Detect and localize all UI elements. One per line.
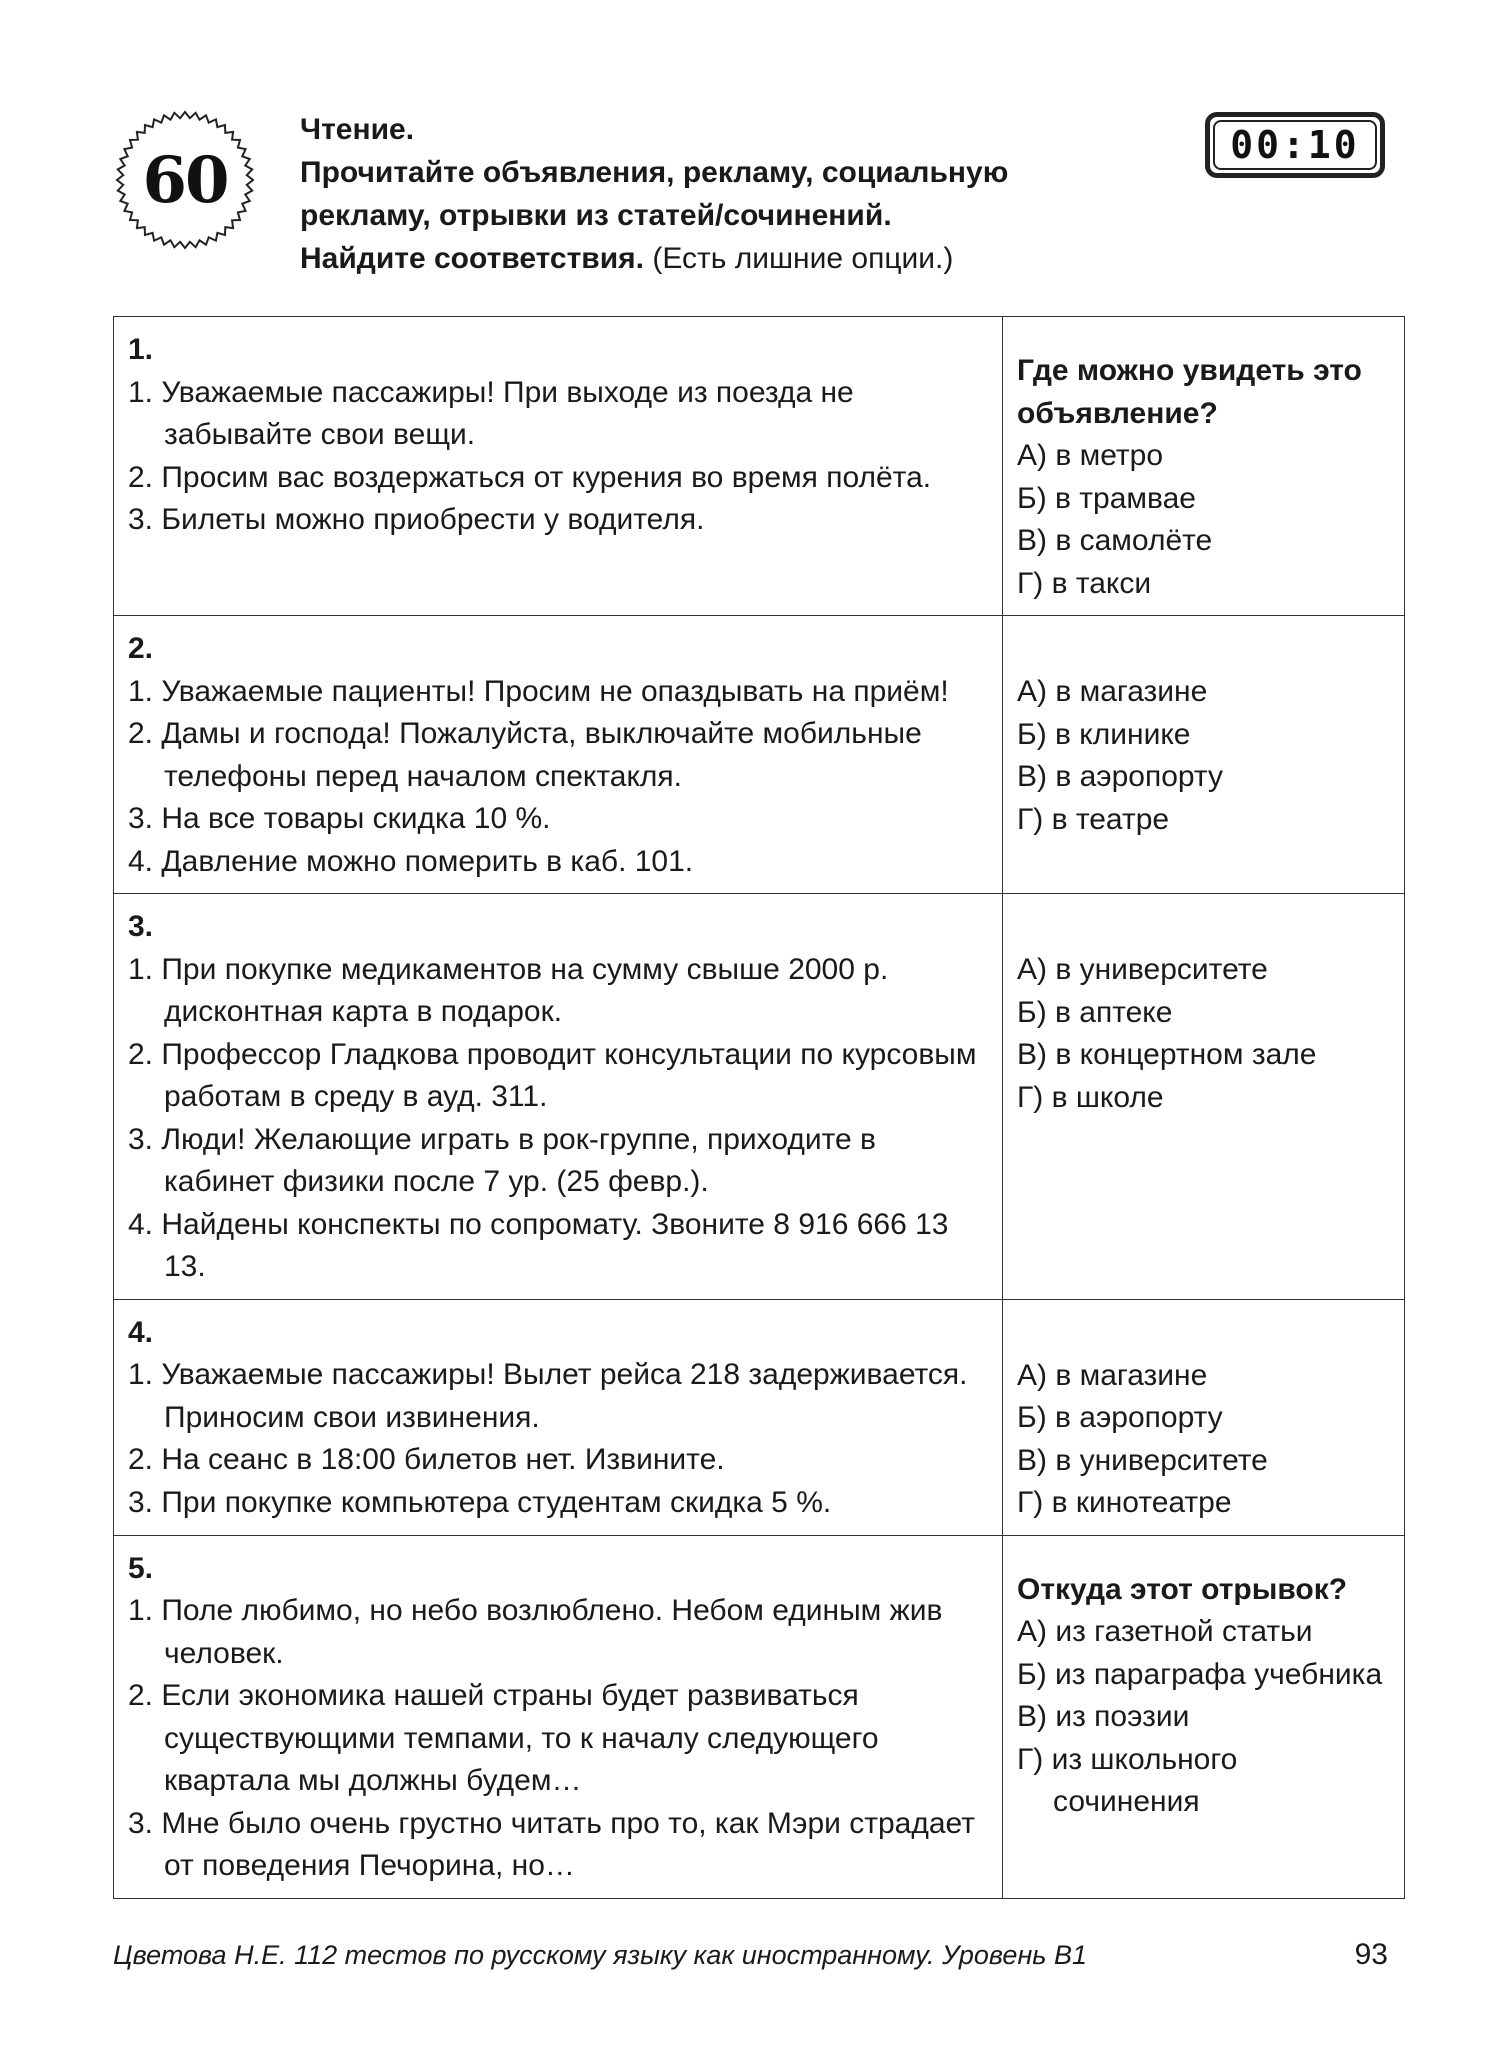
- task-statement: 2. Если экономика нашей страны будет развиваться существующими темпами, то к началу следующего квартала мы должны будем…: [128, 1679, 879, 1797]
- task-number: 3.: [128, 910, 154, 943]
- task-statements-cell: [114, 616, 1003, 894]
- answer-option: Б) в аптеке: [1017, 995, 1173, 1029]
- task-statement: 1. Уважаемые пассажиры! Вылет рейса 218 задерживается. Приносим свои извинения.: [128, 1358, 968, 1434]
- task-options-cell: [1003, 616, 1405, 894]
- task-statement: 2. Дамы и господа! Пожалуйста, выключайте мобильные телефоны перед началом спектакля.: [128, 717, 922, 793]
- task-statement: 4. Найдены конспекты по сопромату. Звоните 8 916 666 13 13.: [128, 1207, 949, 1283]
- answer-option: В) в университете: [1017, 1443, 1268, 1477]
- task-statement: 2. На сеанс в 18:00 билетов нет. Извините.: [128, 1443, 725, 1476]
- task-number: 2.: [128, 632, 154, 665]
- answer-option: Б) в клинике: [1017, 717, 1191, 751]
- answer-option: А) в метро: [1017, 439, 1164, 472]
- instruction-note: (Есть лишние опции.): [652, 242, 954, 275]
- answer-option: Б) в трамвае: [1017, 481, 1196, 515]
- answer-option: Б) в аэропорту: [1017, 1401, 1223, 1434]
- answer-option: А) в университете: [1017, 953, 1268, 986]
- task-options-cell: [1003, 894, 1405, 1300]
- task-question: Откуда этот отрывок?: [1017, 1572, 1348, 1606]
- task-instructions: [300, 108, 1160, 280]
- task-statement: 1. Поле любимо, но небо возлюблено. Небом единым жив человек.: [128, 1594, 943, 1670]
- task-statements-cell: [114, 894, 1003, 1300]
- answer-option: В) в самолёте: [1017, 524, 1213, 557]
- instruction-line-3: [300, 237, 1160, 280]
- task-row: [114, 894, 1405, 1300]
- instruction-line-2: рекламу, отрывки из статей/сочинений.: [300, 199, 892, 232]
- answer-option: В) из поэзии: [1017, 1700, 1190, 1733]
- answer-option: Б) из параграфа учебника: [1017, 1657, 1383, 1691]
- task-number: 5.: [128, 1551, 154, 1585]
- task-options-cell: [1003, 1299, 1405, 1535]
- task-row: [114, 317, 1405, 616]
- answer-option: Г) в школе: [1017, 1080, 1164, 1114]
- book-citation: Цветова Н.Е. 112 тестов по русскому языку как иностранному. Уровень B1: [113, 1940, 1088, 1970]
- timer-value: 00:10: [1213, 120, 1377, 170]
- answer-option: В) в концертном зале: [1017, 1038, 1317, 1071]
- task-row: [114, 1299, 1405, 1535]
- page-footer: [113, 1938, 1388, 1972]
- task-statement: 3. Люди! Желающие играть в рок-группе, приходите в кабинет физики после 7 ур. (25 февр.).: [128, 1122, 876, 1198]
- task-row: [114, 616, 1405, 894]
- task-statement: 4. Давление можно померить в каб. 101.: [128, 844, 694, 878]
- task-options-cell: [1003, 1535, 1405, 1898]
- badge-number: 60: [142, 142, 228, 218]
- task-statement: 2. Профессор Гладкова проводит консультации по курсовым работам в среду в ауд. 311.: [128, 1037, 977, 1113]
- task-number-badge: [115, 110, 255, 250]
- answer-option: А) в магазине: [1017, 1358, 1208, 1392]
- task-question: Где можно увидеть это объявление?: [1017, 354, 1362, 430]
- answer-option: Г) из школьного сочинения: [1017, 1742, 1238, 1818]
- task-statement: 1. Уважаемые пациенты! Просим не опаздывать на приём!: [128, 674, 949, 708]
- task-options-cell: [1003, 317, 1405, 616]
- task-statement: 3. При покупке компьютера студентам скидка 5 %.: [128, 1485, 832, 1519]
- instruction-line-1: Прочитайте объявления, рекламу, социальную: [300, 156, 1009, 189]
- answer-option: Г) в кинотеатре: [1017, 1486, 1232, 1519]
- task-statements-cell: [114, 1299, 1003, 1535]
- task-title: Чтение.: [300, 113, 415, 146]
- task-statements-cell: [114, 1535, 1003, 1898]
- answer-option: Г) в такси: [1017, 566, 1152, 600]
- answer-option: В) в аэропорту: [1017, 760, 1224, 793]
- instruction-bold: Найдите соответствия.: [300, 242, 645, 275]
- tasks-table: [113, 316, 1405, 1899]
- answer-option: А) в магазине: [1017, 675, 1208, 708]
- task-statements-cell: [114, 317, 1003, 616]
- task-statement: 1. При покупке медикаментов на сумму свыше 2000 р. дисконтная карта в подарок.: [128, 952, 889, 1028]
- task-row: [114, 1535, 1405, 1898]
- task-statement: 2. Просим вас воздержаться от курения во время полёта.: [128, 460, 932, 494]
- task-statement: 3. Билеты можно приобрести у водителя.: [128, 503, 705, 536]
- answer-option: А) из газетной статьи: [1017, 1615, 1313, 1648]
- page-number: 93: [1354, 1938, 1388, 1971]
- task-number: 1.: [128, 333, 154, 366]
- task-statement: 3. На все товары скидка 10 %.: [128, 802, 551, 835]
- timer-box: [1205, 112, 1385, 178]
- task-statement: 1. Уважаемые пассажиры! При выходе из поезда не забывайте свои вещи.: [128, 375, 854, 451]
- answer-option: Г) в театре: [1017, 802, 1170, 836]
- task-number: 4.: [128, 1315, 154, 1349]
- task-statement: 3. Мне было очень грустно читать про то, как Мэри страдает от поведения Печорина, но…: [128, 1806, 975, 1882]
